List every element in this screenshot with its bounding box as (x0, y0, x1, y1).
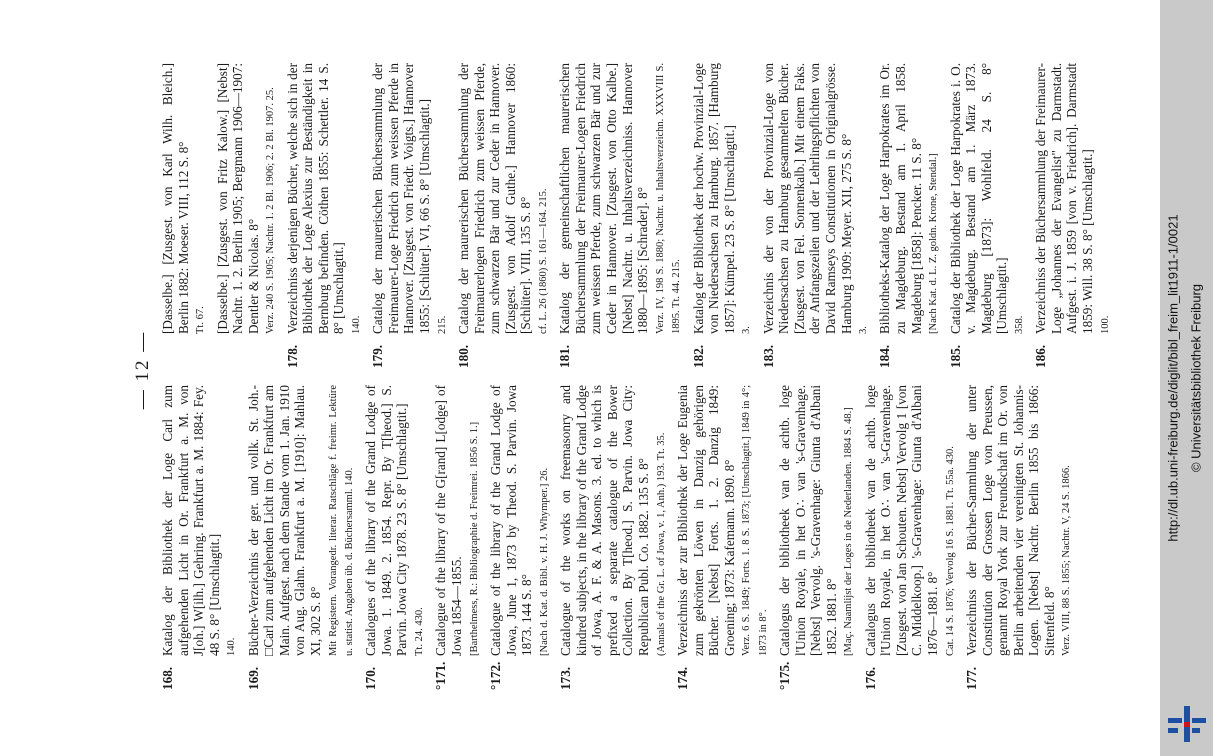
entry-note: Verz. 240 S. 1905; Nachtr. 1. 2 Bl. 1906; 2. 2 Bl. 1907. 25. (265, 87, 277, 334)
entry-note: [Barthelmess, R.: Bibliographie d. Freimrei. 1856 S. 1.] (468, 421, 480, 656)
entry-text: Catalog der maurerischen Büchersammlung der Freimaurer-Loge Friedrich zum weissen Pferde in Hannover. [Zusgest. von Friedr. Voigts.] Hannover 1855: [Schlüter]. VI, 66 S. 8° [Umschlagtit.] (370, 63, 433, 334)
catalog-entry (370, 63, 449, 368)
entry-number: 179. (370, 344, 386, 368)
entry-number: 182. (690, 344, 706, 368)
catalog-entry (488, 385, 551, 690)
entry-note: [Nach d. Kat. d. Bibl. v. H. J. Whymper.] 26. (538, 467, 550, 656)
entry-text: Bibliotheks-Katalog der Loge Harpokrates im Or. zu Magdeburg. Bestand am 1. April 1858. Magdeburg [1858]: Pencker. 11 S. 8° (877, 63, 924, 334)
catalog-entry (363, 385, 426, 690)
catalog-entry (777, 385, 856, 690)
entry-text: Verzeichniss der Büchersammlung der Freimaurer-Loge „Johannes der Evangelist" zu Darmstadt. Aufgest. i. J. 1859 [von v. Friedrich]. Darmstadt 1859: Will. 38 S. 8° [Umschlagtit.] (1033, 63, 1095, 334)
entry-text: [Dasselbe.] [Zusgest. von Karl Wilh. Bleich.] Berlin 1882: Moeser. VIII, 112 S. 8° (160, 63, 191, 334)
entry-note: 3. (741, 326, 753, 334)
entry-note: 3. (858, 326, 870, 334)
entry-number: 180. (456, 344, 472, 368)
catalog-entry (863, 385, 957, 690)
entry-text: Catalog der maurerischen Büchersammlung der Freimaurerlogen Friedrich zum weissen Pferde, zum schwarzen Bär und zur Ceder in Hannover. [Zusgest. von Adolf Guthe.] Hannover 1860: [Schlüter]. VIII, 135 S. 8° (456, 63, 534, 334)
catalog-entry (557, 63, 683, 368)
entry-note: [Maç. Naamlijst der Loges in de Nederlanden. 1884 S. 48.] (843, 407, 855, 656)
copyright-notice: © Universitätsbibliothek Freiburg (1188, 283, 1204, 473)
entry-number: °175. (776, 661, 792, 690)
entry-note: Verz. IV, 198 S. 1880; Nachtr. u. Inhaltsverzeichn. XXXVIII S. 1895. Tt. 44. 215. (654, 63, 683, 334)
catalog-entry (456, 63, 550, 368)
entry-note: 140. (350, 315, 362, 334)
entry-text: Verzeichniss derjenigen Bücher, welche sich in der Bibliothek der Loge Alexius zur Beständigkeit in Bernburg befinden. Cöthen 1855: Schettler. 14 S. 8° [Umschlagtit.] (284, 63, 347, 334)
entry-number: 169. (245, 666, 261, 690)
entry-number: °171. (433, 661, 449, 690)
page-number: — 12 — (132, 330, 153, 410)
ub-freiburg-logo-icon (1168, 706, 1206, 742)
catalog-entry (877, 63, 940, 368)
entry-text: Catalogue of the library of the Grand Lodge of Jowa, June 1, 1873 by Theod. S. Parvin. Jowa 1873. 144 S. 8° (487, 385, 535, 656)
catalog-entry (160, 63, 208, 368)
catalog-entry (761, 63, 871, 368)
entry-number: 184. (877, 344, 893, 368)
entry-number: 174. (674, 666, 690, 690)
entry-number: 181. (557, 344, 573, 368)
entry-text: Verzeichniss der zur Bibliothek der Loge Eugenia zum gekrönten Löwen in Danzig gehörigen Bücher. [Nebst] Forts. 1. 2. Danzig 1849: Groening; 1873: Kafemann. 1890. 8° (674, 385, 737, 656)
entry-note: Tt. 67. (195, 306, 207, 334)
entry-text: Bücher-Verzeichnis der ger. und vollk. St. Joh.-□Carl zum aufgehenden Licht im Or. Frankfurt am Main. Aufgest. nach dem Stande vom 1. Jan. 1910 von Aug. Glahn. Frankfurt a. M. [1910]: Mahlau. XI, 302 S. 8° (245, 385, 323, 656)
catalog-entry (558, 385, 668, 690)
left-column (160, 385, 1081, 690)
catalog-entry (433, 385, 481, 690)
entry-note: Verz. VIII, 88 S. 1855; Nachtr. V, 24 S. 1866. (1061, 465, 1073, 656)
entry-text: Catalogues of the library of the Grand Lodge of Jowa. 1. 1849. 2. 1854. Repr. By T[heod.] S. Parvin. Jowa City 1878. 23 S. 8° [Umschlagtit.] (363, 385, 410, 656)
catalog-entry (964, 385, 1074, 690)
entry-text: Katalog der Bibliothek der hochw. Provinzial-Loge von Niedersachsen zu Hamburg. 1857. [Hamburg 1857]: Kümpel. 23 S. 8° [Umschlagtit.] (690, 63, 737, 334)
entry-number: 176. (862, 666, 878, 690)
entry-note: [Nach Kat. d. L. Z. goldn. Krone, Stendal.] (928, 153, 940, 334)
entry-text: Katalog der Bibliothek der Loge Carl zum aufgehenden Licht in Or. Frankfurt a. M. von J[oh.] W[ilh.] Gehring. Frankfurt a. M. 1884: Fey. 48 S. 8° [Umschlagtit.] (160, 385, 222, 656)
entry-note: 140. (226, 637, 238, 656)
entry-number: 168. (160, 666, 175, 690)
catalog-entry (948, 63, 1027, 368)
entry-note: Cat. 14 S. 1876; Vervolg 16 S. 1881. Tt. 55a. 430. (944, 446, 956, 656)
catalog-entry (215, 63, 278, 368)
entry-note: Mit Registern. Vorangedr. literar. Ratschläge f. freimr. Lektüre u. statist. Angaben üb. d. Büchersamml. 140. (327, 385, 355, 656)
entry-text: Katalog der gemeinschaftlichen maurerischen Büchersammlung der Freimaurer-Logen Friedrich zum weissen Pferde, zum schwarzen Bär und zur Ceder in Hannover. [Zusgest. von Otto Kalbe.] [Nebst] Nachtr. u. Inhaltsverzeichniss. Hannover 1880—1895: [Schrader]. 8° (557, 63, 651, 334)
entry-note: 215. (436, 315, 448, 334)
entry-text: Catalogus der bibliotheek van de achtb. loge l'Union Royale, in het O∴ van 's-Gravenhage. [Nebst] Vervolg. 's-Gravenhage: Giunta d'Albani 1852. 1881. 8° (776, 385, 839, 656)
entry-text: Catalogue of the library of the G[rand] L[odge] of Jowa 1854—1855. (433, 385, 465, 656)
entry-number: °172. (487, 661, 503, 690)
entry-text: Verzeichniss der Bücher-Sammlung der unter Constitution der Grossen Loge von Preussen, genannt Royal York zur Freundschaft im Or. von Berlin arbeitenden vier vereinigten St. Johannis-Logen. [Nebst] Nachtr. Berlin 1855 bis 1866: Sittenfeld. 8° (963, 385, 1057, 656)
catalog-entry (1033, 63, 1112, 368)
catalog-entry (691, 63, 754, 368)
entry-number: 177. (963, 666, 979, 690)
entry-number: 186. (1033, 344, 1049, 368)
entry-number: 173. (558, 666, 574, 690)
entry-number: 178. (284, 344, 300, 368)
entry-number: 170. (363, 666, 379, 690)
entry-text: Verzeichnis der von der Provinzial-Loge von Niedersachsen zu Hamburg gesammelten Bücher. [Zusgest. von Fel. Sonnenkalb.] Mit einem Faks. der Anfangszeilen und der Lehrlingspflichten von David Ramseys Constitutionen in Originalgrösse. Hamburg 1909: Meyer. XII, 275 S. 8° (760, 63, 854, 334)
entry-note: 358. (1013, 315, 1025, 334)
entry-note: Verz. 6 S. 1849; Forts. 1. 8 S. 1873; [Umschlagtit.] 1849 in 4°; 1873 in 8°. (741, 385, 769, 656)
entry-note: 100. (1099, 315, 1111, 334)
entry-note: cf. L. 26 (1860) S. 161—164. 215. (537, 188, 549, 334)
catalog-entry (246, 385, 357, 690)
scanned-page (110, 50, 1160, 756)
entry-number: 185. (947, 344, 963, 368)
catalog-entry (285, 63, 364, 368)
entry-text: Catalogus der bibliotheek van de achtb. loge l'Union Royale, in het O∴ van 's-Gravenhage. [Zusgest. von Jan Schouten. Nebst] Vervolg 1 [von C. Middelkoop.] 's-Gravenhage: Giunta d'Albani 1876—1881. 8° (862, 385, 940, 656)
right-column (160, 63, 1119, 368)
rotated-page-content (132, 50, 1132, 690)
entry-text: Catalogue of the works on freemasonry and kindred subjects, in the library of the Grand Lodge of Jowa, A. F. & A. Masons. 3. ed. to which is prefixed a separate catalogue of the Bower Collection. By T[heod.] S. Parvin. Jowa City: Republican Publ. Co. 1882. 135 S. 8° (558, 385, 651, 656)
entry-number: 183. (760, 344, 776, 368)
catalog-entry (160, 385, 239, 690)
entry-text: [Dasselbe.] [Zusgest. von Fritz Kalow.] [Nebst] Nachtr. 1. 2. Berlin 1905; Bergmann 1906—1907: Dentler & Nicolas. 8° (214, 63, 261, 334)
entry-note: (Annals of the Gr. L. of Jowa, v. 1, Anh.) 193. Tt. 35. (655, 432, 667, 656)
entry-text: Catalog der Bibliothek der Loge Harpokrates i. O. v. Magdeburg. Bestand am 1. März 1873. Magdeburg [1873]: Wohlfeld. 24 S. 8° [Umschlagtit.] (947, 63, 1010, 334)
entry-note: Tt. 24. 430. (414, 607, 426, 656)
catalog-entry (675, 385, 770, 690)
page-url[interactable]: http://dl.ub.uni-freiburg.de/diglit/bibl_freim_lit1911-1/0021 (1165, 214, 1181, 542)
